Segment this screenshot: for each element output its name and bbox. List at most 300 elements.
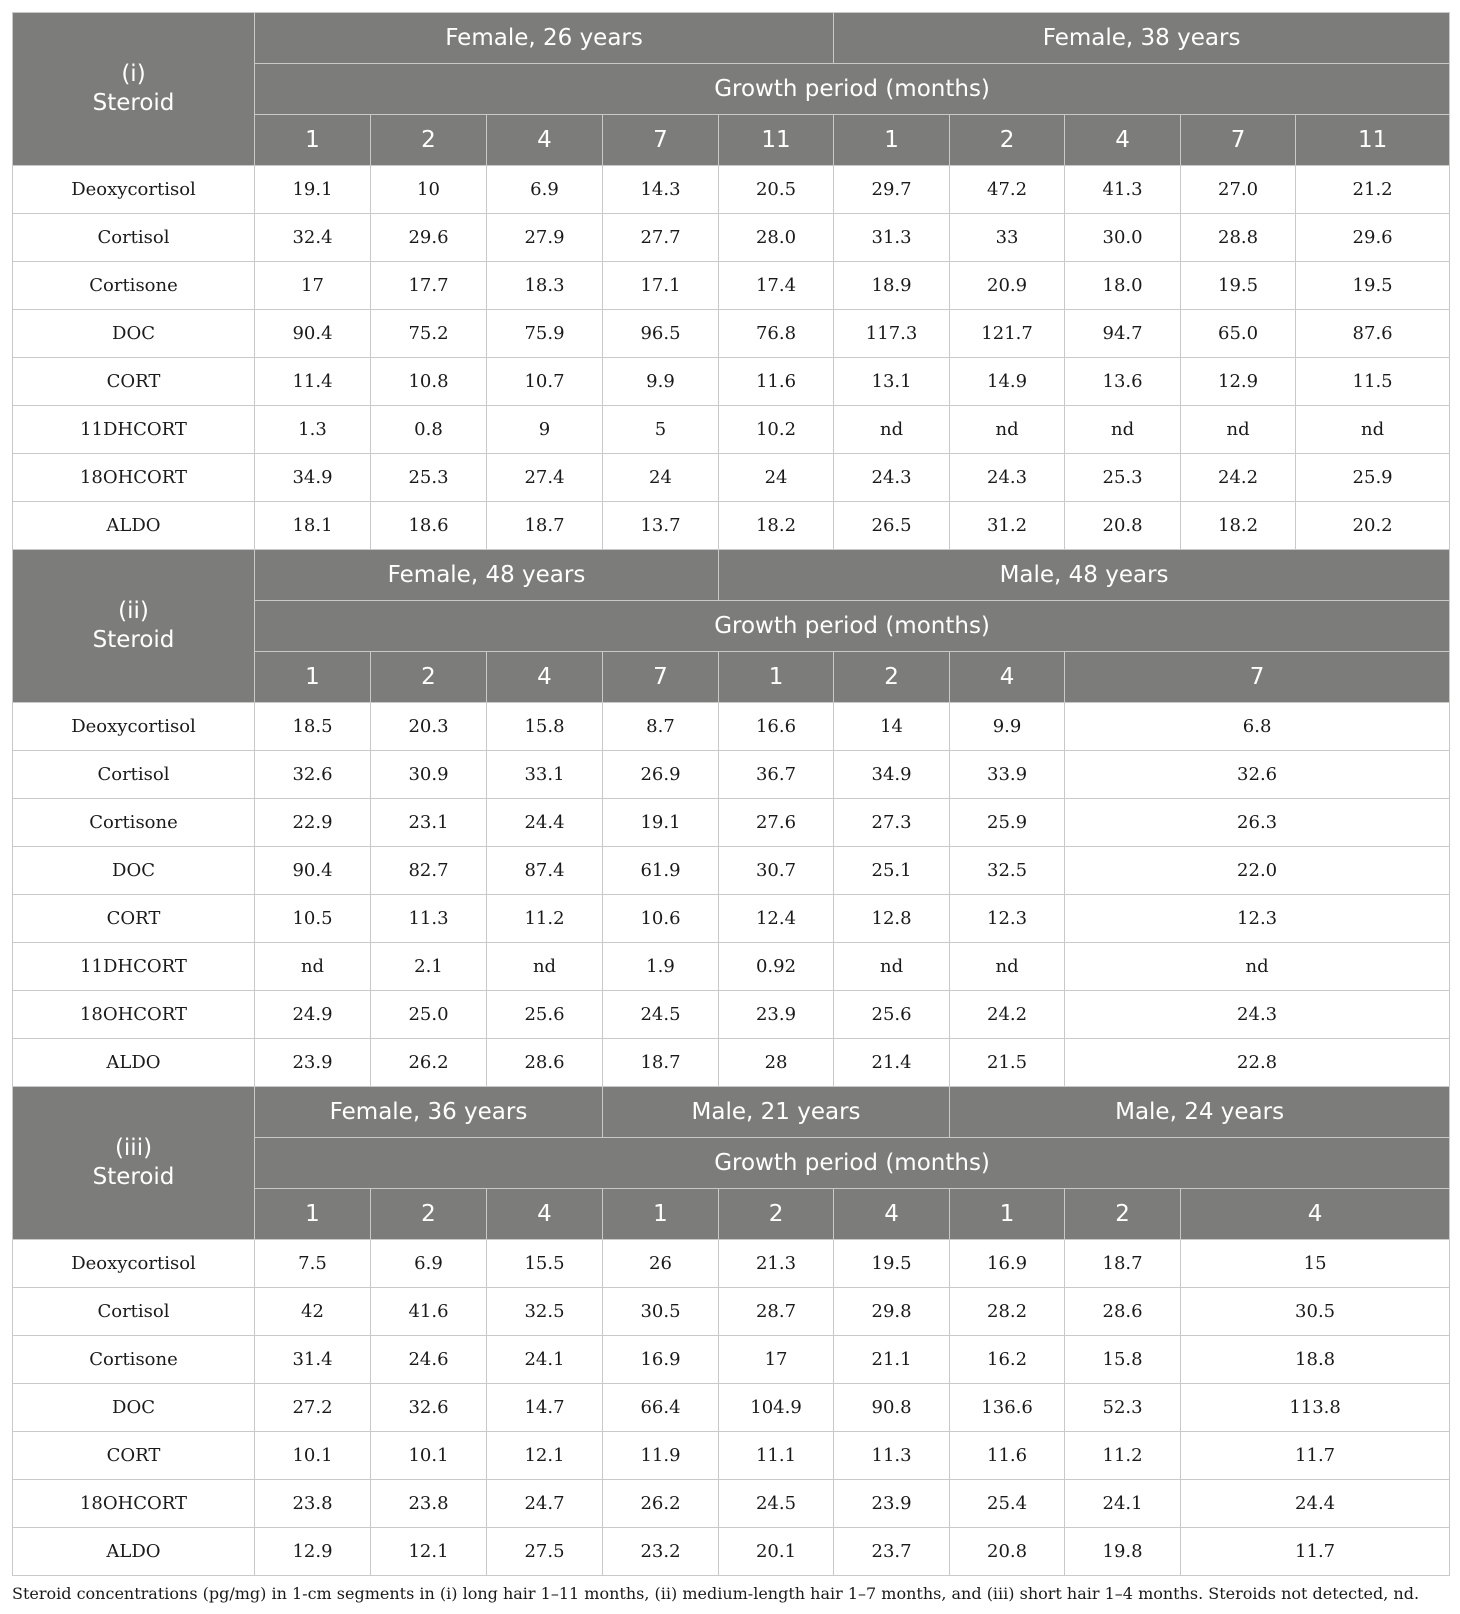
value-cell: 25.6 xyxy=(487,991,603,1039)
value-cell: 24.3 xyxy=(1065,991,1450,1039)
table-row xyxy=(13,358,1450,406)
value-cell: 11.6 xyxy=(950,1432,1065,1480)
value-cell: 41.3 xyxy=(1065,166,1181,214)
month-header: 4 xyxy=(487,115,603,166)
value-cell: nd xyxy=(1181,406,1296,454)
value-cell: nd xyxy=(255,943,371,991)
value-cell: 21.2 xyxy=(1296,166,1450,214)
value-cell: 15.8 xyxy=(487,703,603,751)
value-cell: 24.1 xyxy=(1065,1480,1181,1528)
value-cell: 15 xyxy=(1181,1240,1450,1288)
value-cell: 18.1 xyxy=(255,502,371,550)
table-row xyxy=(13,166,1450,214)
value-cell: 19.5 xyxy=(834,1240,950,1288)
value-cell: 11.4 xyxy=(255,358,371,406)
value-cell: 17.1 xyxy=(603,262,719,310)
value-cell: 23.2 xyxy=(603,1528,719,1576)
value-cell: 24.5 xyxy=(719,1480,834,1528)
table-row xyxy=(13,502,1450,550)
steroid-name: Deoxycortisol xyxy=(13,703,255,751)
value-cell: nd xyxy=(1065,943,1450,991)
table-figure xyxy=(12,12,1449,1603)
value-cell: 23.9 xyxy=(255,1039,371,1087)
value-cell: 20.9 xyxy=(950,262,1065,310)
value-cell: 25.0 xyxy=(371,991,487,1039)
value-cell: 10.2 xyxy=(719,406,834,454)
value-cell: 121.7 xyxy=(950,310,1065,358)
subject-group-header: Male, 21 years xyxy=(603,1087,950,1138)
value-cell: 90.4 xyxy=(255,847,371,895)
value-cell: 104.9 xyxy=(719,1384,834,1432)
value-cell: nd xyxy=(1296,406,1450,454)
value-cell: 29.6 xyxy=(371,214,487,262)
value-cell: 30.7 xyxy=(719,847,834,895)
value-cell: 10.8 xyxy=(371,358,487,406)
value-cell: 94.7 xyxy=(1065,310,1181,358)
month-header: 7 xyxy=(603,115,719,166)
steroid-name: Cortisone xyxy=(13,799,255,847)
value-cell: 41.6 xyxy=(371,1288,487,1336)
table-row xyxy=(13,1384,1450,1432)
value-cell: 16.9 xyxy=(950,1240,1065,1288)
value-cell: 18.6 xyxy=(371,502,487,550)
growth-period-header: Growth period (months) xyxy=(255,1138,1450,1189)
section-header-row xyxy=(13,13,1450,64)
value-cell: 10.1 xyxy=(255,1432,371,1480)
value-cell: 33.9 xyxy=(950,751,1065,799)
value-cell: 27.9 xyxy=(487,214,603,262)
steroid-name: CORT xyxy=(13,895,255,943)
table-row xyxy=(13,1432,1450,1480)
value-cell: 27.4 xyxy=(487,454,603,502)
value-cell: 24.4 xyxy=(1181,1480,1450,1528)
value-cell: 18.2 xyxy=(719,502,834,550)
month-header: 1 xyxy=(719,652,834,703)
steroid-name: DOC xyxy=(13,847,255,895)
subject-group-header: Male, 48 years xyxy=(719,550,1450,601)
table-row xyxy=(13,1528,1450,1576)
value-cell: 1.3 xyxy=(255,406,371,454)
value-cell: 22.8 xyxy=(1065,1039,1450,1087)
value-cell: 25.6 xyxy=(834,991,950,1039)
value-cell: 17.7 xyxy=(371,262,487,310)
month-header: 4 xyxy=(1065,115,1181,166)
value-cell: 26.3 xyxy=(1065,799,1450,847)
month-header: 7 xyxy=(1181,115,1296,166)
month-header: 11 xyxy=(1296,115,1450,166)
value-cell: 10.5 xyxy=(255,895,371,943)
value-cell: 87.6 xyxy=(1296,310,1450,358)
value-cell: 47.2 xyxy=(950,166,1065,214)
value-cell: 22.9 xyxy=(255,799,371,847)
month-header: 2 xyxy=(950,115,1065,166)
value-cell: 14.7 xyxy=(487,1384,603,1432)
section-corner-header xyxy=(13,550,255,703)
value-cell: 8.7 xyxy=(603,703,719,751)
value-cell: 28.2 xyxy=(950,1288,1065,1336)
value-cell: 21.3 xyxy=(719,1240,834,1288)
month-header: 2 xyxy=(371,1189,487,1240)
subject-group-header: Male, 24 years xyxy=(950,1087,1450,1138)
steroid-name: Deoxycortisol xyxy=(13,166,255,214)
month-header: 2 xyxy=(371,652,487,703)
value-cell: 18.9 xyxy=(834,262,950,310)
month-header: 4 xyxy=(834,1189,950,1240)
value-cell: 9 xyxy=(487,406,603,454)
month-header: 1 xyxy=(603,1189,719,1240)
value-cell: 27.7 xyxy=(603,214,719,262)
value-cell: 31.3 xyxy=(834,214,950,262)
value-cell: 30.5 xyxy=(1181,1288,1450,1336)
value-cell: nd xyxy=(950,406,1065,454)
value-cell: 31.2 xyxy=(950,502,1065,550)
value-cell: 13.1 xyxy=(834,358,950,406)
month-header: 7 xyxy=(1065,652,1450,703)
value-cell: 34.9 xyxy=(834,751,950,799)
value-cell: 24 xyxy=(603,454,719,502)
month-header: 4 xyxy=(950,652,1065,703)
value-cell: 12.1 xyxy=(371,1528,487,1576)
steroid-name: Cortisone xyxy=(13,262,255,310)
month-header: 11 xyxy=(719,115,834,166)
value-cell: 31.4 xyxy=(255,1336,371,1384)
steroid-name: 18OHCORT xyxy=(13,991,255,1039)
value-cell: 0.92 xyxy=(719,943,834,991)
value-cell: 28.8 xyxy=(1181,214,1296,262)
value-cell: 25.4 xyxy=(950,1480,1065,1528)
value-cell: 16.9 xyxy=(603,1336,719,1384)
section-corner-header xyxy=(13,1087,255,1240)
value-cell: 28.7 xyxy=(719,1288,834,1336)
table-row xyxy=(13,991,1450,1039)
value-cell: 28 xyxy=(719,1039,834,1087)
value-cell: 25.9 xyxy=(950,799,1065,847)
value-cell: 42 xyxy=(255,1288,371,1336)
value-cell: nd xyxy=(834,943,950,991)
steroid-name: 11DHCORT xyxy=(13,406,255,454)
value-cell: 26.2 xyxy=(371,1039,487,1087)
value-cell: 15.5 xyxy=(487,1240,603,1288)
value-cell: 75.2 xyxy=(371,310,487,358)
value-cell: 24 xyxy=(719,454,834,502)
value-cell: 18.0 xyxy=(1065,262,1181,310)
value-cell: 5 xyxy=(603,406,719,454)
steroid-column-label: Steroid xyxy=(92,1164,175,1190)
value-cell: 21.5 xyxy=(950,1039,1065,1087)
value-cell: 96.5 xyxy=(603,310,719,358)
value-cell: 9.9 xyxy=(603,358,719,406)
value-cell: 12.8 xyxy=(834,895,950,943)
steroid-name: 18OHCORT xyxy=(13,454,255,502)
value-cell: 25.3 xyxy=(371,454,487,502)
value-cell: 11.9 xyxy=(603,1432,719,1480)
value-cell: 11.2 xyxy=(1065,1432,1181,1480)
value-cell: 18.7 xyxy=(1065,1240,1181,1288)
value-cell: 52.3 xyxy=(1065,1384,1181,1432)
value-cell: 25.1 xyxy=(834,847,950,895)
value-cell: 23.9 xyxy=(834,1480,950,1528)
table-row xyxy=(13,943,1450,991)
table-row xyxy=(13,1288,1450,1336)
value-cell: 18.8 xyxy=(1181,1336,1450,1384)
month-header: 1 xyxy=(834,115,950,166)
value-cell: 18.7 xyxy=(603,1039,719,1087)
value-cell: 21.1 xyxy=(834,1336,950,1384)
value-cell: 12.9 xyxy=(255,1528,371,1576)
value-cell: 12.4 xyxy=(719,895,834,943)
subject-group-header: Female, 48 years xyxy=(255,550,719,601)
value-cell: 24.2 xyxy=(950,991,1065,1039)
value-cell: 26.5 xyxy=(834,502,950,550)
value-cell: 29.7 xyxy=(834,166,950,214)
table-row xyxy=(13,310,1450,358)
value-cell: 18.7 xyxy=(487,502,603,550)
value-cell: 17.4 xyxy=(719,262,834,310)
value-cell: 24.3 xyxy=(950,454,1065,502)
value-cell: 11.7 xyxy=(1181,1432,1450,1480)
value-cell: 10.6 xyxy=(603,895,719,943)
value-cell: 18.3 xyxy=(487,262,603,310)
value-cell: 32.6 xyxy=(255,751,371,799)
growth-period-header: Growth period (months) xyxy=(255,601,1450,652)
month-header: 7 xyxy=(603,652,719,703)
value-cell: 6.8 xyxy=(1065,703,1450,751)
value-cell: 90.4 xyxy=(255,310,371,358)
value-cell: 23.9 xyxy=(719,991,834,1039)
value-cell: 9.9 xyxy=(950,703,1065,751)
value-cell: 28.0 xyxy=(719,214,834,262)
table-row xyxy=(13,262,1450,310)
subject-group-header: Female, 36 years xyxy=(255,1087,603,1138)
value-cell: 25.3 xyxy=(1065,454,1181,502)
value-cell: 16.6 xyxy=(719,703,834,751)
value-cell: 6.9 xyxy=(371,1240,487,1288)
value-cell: 65.0 xyxy=(1181,310,1296,358)
steroid-name: CORT xyxy=(13,1432,255,1480)
value-cell: 23.8 xyxy=(371,1480,487,1528)
value-cell: 26 xyxy=(603,1240,719,1288)
steroid-column-label: Steroid xyxy=(92,90,175,116)
table-row xyxy=(13,847,1450,895)
value-cell: 24.3 xyxy=(834,454,950,502)
table-row xyxy=(13,703,1450,751)
value-cell: 34.9 xyxy=(255,454,371,502)
value-cell: 24.4 xyxy=(487,799,603,847)
month-header: 2 xyxy=(834,652,950,703)
value-cell: 1.9 xyxy=(603,943,719,991)
table-row xyxy=(13,1336,1450,1384)
value-cell: 61.9 xyxy=(603,847,719,895)
value-cell: 32.6 xyxy=(1065,751,1450,799)
value-cell: 18.2 xyxy=(1181,502,1296,550)
value-cell: 16.2 xyxy=(950,1336,1065,1384)
value-cell: 20.8 xyxy=(1065,502,1181,550)
month-header: 4 xyxy=(487,1189,603,1240)
value-cell: 11.3 xyxy=(371,895,487,943)
value-cell: 11.2 xyxy=(487,895,603,943)
value-cell: 26.9 xyxy=(603,751,719,799)
steroid-name: Cortisol xyxy=(13,751,255,799)
value-cell: nd xyxy=(950,943,1065,991)
value-cell: 32.6 xyxy=(371,1384,487,1432)
table-row xyxy=(13,1480,1450,1528)
value-cell: 11.5 xyxy=(1296,358,1450,406)
value-cell: 90.8 xyxy=(834,1384,950,1432)
value-cell: 29.6 xyxy=(1296,214,1450,262)
table-row xyxy=(13,895,1450,943)
value-cell: nd xyxy=(1065,406,1181,454)
value-cell: 32.5 xyxy=(487,1288,603,1336)
value-cell: 17 xyxy=(255,262,371,310)
value-cell: 15.8 xyxy=(1065,1336,1181,1384)
value-cell: 13.6 xyxy=(1065,358,1181,406)
month-header: 4 xyxy=(1181,1189,1450,1240)
value-cell: 113.8 xyxy=(1181,1384,1450,1432)
table-row xyxy=(13,1039,1450,1087)
value-cell: nd xyxy=(487,943,603,991)
value-cell: 20.2 xyxy=(1296,502,1450,550)
value-cell: 24.5 xyxy=(603,991,719,1039)
section-header-row xyxy=(13,1087,1450,1138)
value-cell: 82.7 xyxy=(371,847,487,895)
steroid-concentration-table xyxy=(12,12,1450,1576)
value-cell: 10.7 xyxy=(487,358,603,406)
value-cell: 24.2 xyxy=(1181,454,1296,502)
value-cell: 23.8 xyxy=(255,1480,371,1528)
value-cell: 36.7 xyxy=(719,751,834,799)
section-label: (i) xyxy=(121,61,146,87)
value-cell: 26.2 xyxy=(603,1480,719,1528)
month-header: 1 xyxy=(255,652,371,703)
value-cell: 27.0 xyxy=(1181,166,1296,214)
value-cell: 27.6 xyxy=(719,799,834,847)
value-cell: 32.4 xyxy=(255,214,371,262)
steroid-name: DOC xyxy=(13,1384,255,1432)
subject-group-header: Female, 26 years xyxy=(255,13,834,64)
table-row xyxy=(13,406,1450,454)
value-cell: 20.5 xyxy=(719,166,834,214)
value-cell: 27.3 xyxy=(834,799,950,847)
section-corner-header xyxy=(13,13,255,166)
value-cell: 10 xyxy=(371,166,487,214)
value-cell: 19.5 xyxy=(1181,262,1296,310)
value-cell: 20.3 xyxy=(371,703,487,751)
value-cell: 29.8 xyxy=(834,1288,950,1336)
value-cell: 20.8 xyxy=(950,1528,1065,1576)
steroid-name: ALDO xyxy=(13,1528,255,1576)
value-cell: 28.6 xyxy=(487,1039,603,1087)
value-cell: 23.7 xyxy=(834,1528,950,1576)
value-cell: 66.4 xyxy=(603,1384,719,1432)
value-cell: 25.9 xyxy=(1296,454,1450,502)
month-header: 1 xyxy=(255,1189,371,1240)
value-cell: 32.5 xyxy=(950,847,1065,895)
value-cell: 10.1 xyxy=(371,1432,487,1480)
value-cell: 27.2 xyxy=(255,1384,371,1432)
value-cell: 136.6 xyxy=(950,1384,1065,1432)
table-caption: Steroid concentrations (pg/mg) in 1-cm segments in (i) long hair 1–11 months, (ii) medium-length hair 1–7 months, and (iii) short hair 1–4 months. Steroids not detected, nd. xyxy=(12,1584,1420,1603)
value-cell: 12.3 xyxy=(1065,895,1450,943)
steroid-name: Deoxycortisol xyxy=(13,1240,255,1288)
value-cell: 33.1 xyxy=(487,751,603,799)
value-cell: 30.5 xyxy=(603,1288,719,1336)
steroid-name: DOC xyxy=(13,310,255,358)
steroid-name: ALDO xyxy=(13,1039,255,1087)
steroid-name: 18OHCORT xyxy=(13,1480,255,1528)
value-cell: 12.3 xyxy=(950,895,1065,943)
section-label: (ii) xyxy=(118,598,149,624)
value-cell: 24.7 xyxy=(487,1480,603,1528)
steroid-name: Cortisone xyxy=(13,1336,255,1384)
value-cell: 20.1 xyxy=(719,1528,834,1576)
value-cell: 28.6 xyxy=(1065,1288,1181,1336)
steroid-name: 11DHCORT xyxy=(13,943,255,991)
table-row xyxy=(13,214,1450,262)
table-row xyxy=(13,799,1450,847)
value-cell: 11.6 xyxy=(719,358,834,406)
table-row xyxy=(13,751,1450,799)
month-header: 1 xyxy=(950,1189,1065,1240)
value-cell: 19.1 xyxy=(255,166,371,214)
value-cell: 24.9 xyxy=(255,991,371,1039)
value-cell: 12.9 xyxy=(1181,358,1296,406)
value-cell: 27.5 xyxy=(487,1528,603,1576)
value-cell: nd xyxy=(834,406,950,454)
steroid-name: ALDO xyxy=(13,502,255,550)
value-cell: 75.9 xyxy=(487,310,603,358)
growth-period-header: Growth period (months) xyxy=(255,64,1450,115)
value-cell: 18.5 xyxy=(255,703,371,751)
value-cell: 6.9 xyxy=(487,166,603,214)
value-cell: 19.8 xyxy=(1065,1528,1181,1576)
value-cell: 19.5 xyxy=(1296,262,1450,310)
steroid-name: Cortisol xyxy=(13,1288,255,1336)
value-cell: 11.3 xyxy=(834,1432,950,1480)
value-cell: 2.1 xyxy=(371,943,487,991)
value-cell: 0.8 xyxy=(371,406,487,454)
value-cell: 17 xyxy=(719,1336,834,1384)
value-cell: 14.9 xyxy=(950,358,1065,406)
value-cell: 33 xyxy=(950,214,1065,262)
value-cell: 30.0 xyxy=(1065,214,1181,262)
value-cell: 117.3 xyxy=(834,310,950,358)
section-label: (iii) xyxy=(114,1135,153,1161)
steroid-name: CORT xyxy=(13,358,255,406)
steroid-name: Cortisol xyxy=(13,214,255,262)
value-cell: 14.3 xyxy=(603,166,719,214)
value-cell: 7.5 xyxy=(255,1240,371,1288)
month-header: 1 xyxy=(255,115,371,166)
value-cell: 22.0 xyxy=(1065,847,1450,895)
table-row xyxy=(13,454,1450,502)
value-cell: 12.1 xyxy=(487,1432,603,1480)
value-cell: 14 xyxy=(834,703,950,751)
month-header: 2 xyxy=(719,1189,834,1240)
value-cell: 76.8 xyxy=(719,310,834,358)
value-cell: 11.7 xyxy=(1181,1528,1450,1576)
steroid-column-label: Steroid xyxy=(92,627,175,653)
table-row xyxy=(13,1240,1450,1288)
value-cell: 23.1 xyxy=(371,799,487,847)
value-cell: 19.1 xyxy=(603,799,719,847)
value-cell: 87.4 xyxy=(487,847,603,895)
value-cell: 11.1 xyxy=(719,1432,834,1480)
subject-group-header: Female, 38 years xyxy=(834,13,1450,64)
month-header: 4 xyxy=(487,652,603,703)
value-cell: 24.6 xyxy=(371,1336,487,1384)
value-cell: 21.4 xyxy=(834,1039,950,1087)
section-header-row xyxy=(13,550,1450,601)
